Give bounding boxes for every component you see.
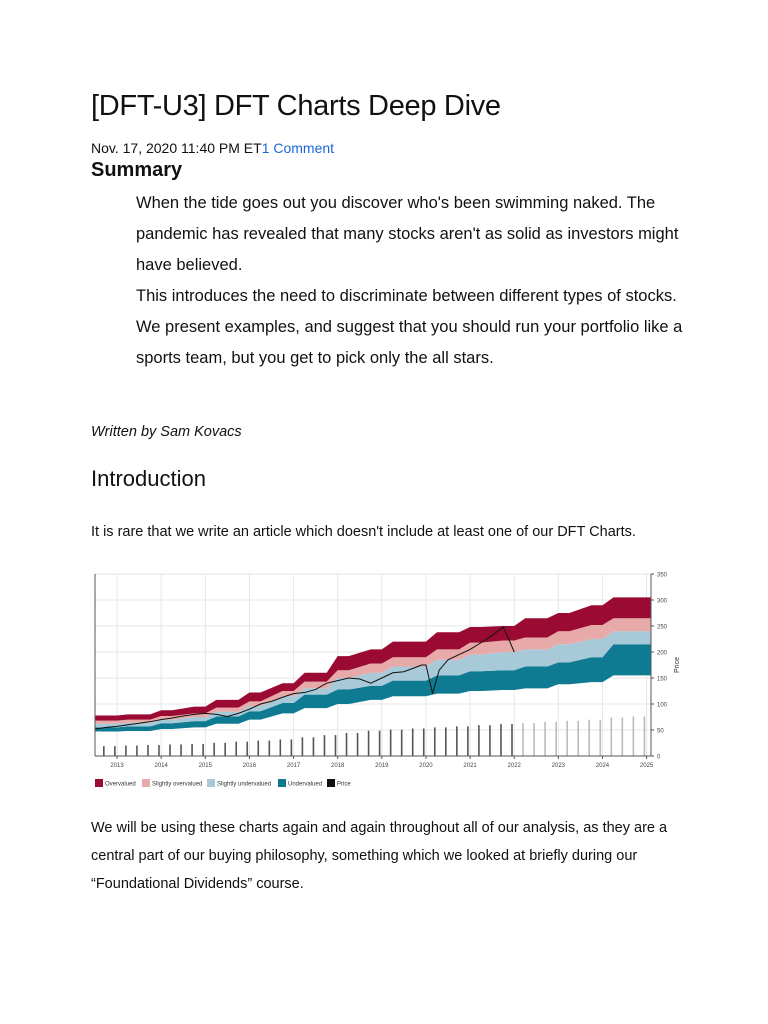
legend-label: Undervalued	[288, 781, 323, 788]
x-tick-label: 2025	[639, 763, 654, 769]
page-title: [DFT-U3] DFT Charts Deep Dive	[91, 90, 501, 122]
x-tick-label: 2022	[507, 763, 521, 769]
byline: Written by Sam Kovacs	[91, 424, 242, 440]
closing-text: We will be using these charts again and again throughout all of our analysis, as they are a central part of our buying philosophy, something which we looked at briefly during our “Foundational Dividends” course.	[91, 820, 668, 892]
y-tick-label: 50	[657, 728, 664, 735]
x-tick-label: 2015	[198, 763, 212, 769]
legend-swatch	[207, 779, 215, 787]
publish-date: Nov. 17, 2020 11:40 PM ET	[91, 140, 262, 156]
legend-swatch	[95, 779, 103, 787]
summary-item: When the tide goes out you discover who's been swimming naked. The pandemic has revealed that many stocks aren't as solid as investors might have believed.	[136, 194, 679, 274]
legend-label: Overvalued	[105, 781, 136, 788]
x-tick-label: 2018	[331, 763, 345, 769]
x-tick-label: 2024	[595, 763, 610, 769]
summary-item: This introduces the need to discriminate between different types of stocks.	[136, 287, 677, 305]
y-tick-label: 150	[657, 676, 668, 683]
x-tick-label: 2023	[551, 763, 566, 769]
y-tick-label: 300	[657, 598, 668, 605]
x-tick-label: 2017	[286, 763, 301, 769]
introduction-heading: Introduction	[91, 466, 206, 491]
summary-item: We present examples, and suggest that you should run your portfolio like a sports team, but you get to pick only the all stars.	[136, 318, 683, 367]
x-tick-label: 2021	[463, 763, 477, 769]
legend-swatch	[142, 779, 150, 787]
legend-label: Slightly undervalued	[217, 781, 272, 788]
intro-paragraph: It is rare that we write an article which doesn't include at least one of our DFT Charts.	[91, 524, 636, 540]
y-tick-label: 200	[657, 650, 668, 657]
y-tick-label: 0	[657, 754, 661, 761]
x-tick-label: 2019	[375, 763, 389, 769]
legend-swatch	[278, 779, 286, 787]
summary-heading: Summary	[91, 159, 183, 181]
legend-swatch	[327, 779, 335, 787]
legend-label: Price	[337, 781, 351, 788]
comments-link[interactable]: 1 Comment	[261, 140, 335, 156]
legend-label: Slightly overvalued	[152, 781, 203, 788]
y-tick-label: 100	[657, 702, 668, 709]
closing-paragraph	[91, 814, 691, 898]
x-tick-label: 2013	[110, 763, 124, 769]
y-tick-label: 250	[657, 624, 668, 631]
article-meta	[91, 140, 334, 156]
x-tick-label: 2016	[242, 763, 257, 769]
dft-chart	[91, 566, 691, 796]
x-tick-label: 2020	[419, 763, 433, 769]
summary-list	[136, 188, 696, 374]
y-tick-label: 350	[657, 572, 668, 579]
y-axis-label: Price	[674, 657, 681, 673]
dft-chart-svg	[91, 566, 691, 796]
x-tick-label: 2014	[154, 763, 168, 769]
